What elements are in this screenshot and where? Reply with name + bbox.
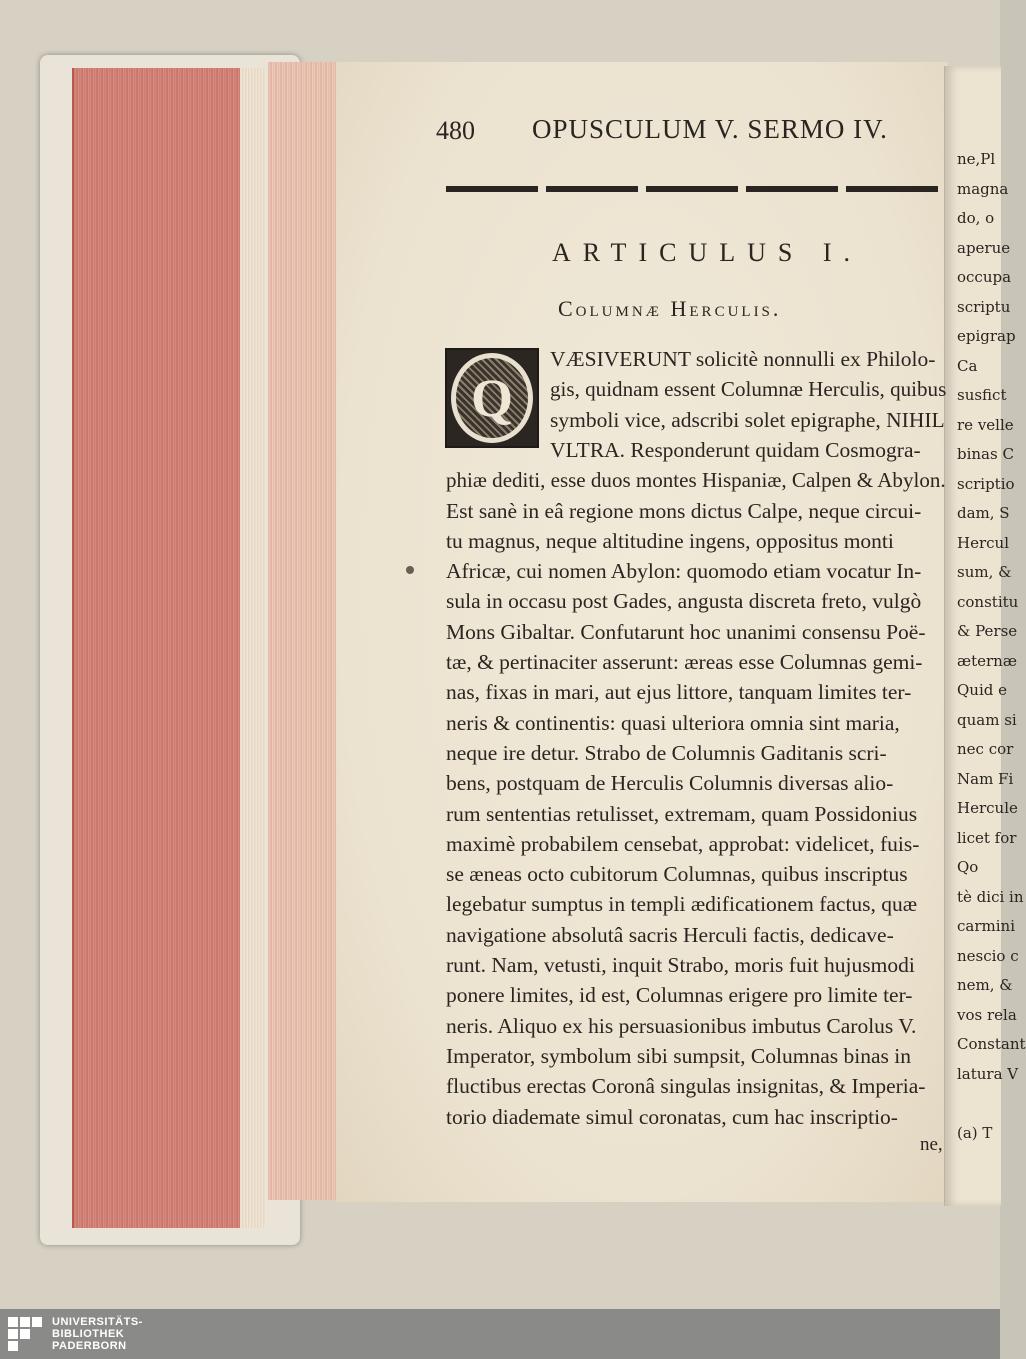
article-title: ARTICULUS I. [552, 238, 862, 267]
text-line: bens, postquam de Herculis Columnis diversas alio- [446, 771, 894, 796]
text-line: se æneas octo cubitorum Columnas, quibus inscriptus [446, 862, 908, 887]
text-line: tæ, & pertinaciter asserunt: æreas esse Columnas gemi- [446, 650, 923, 674]
text-line: runt. Nam, vetusti, inquit Strabo, moris fuit hujusmodi [446, 953, 915, 977]
page-block-red-edge [72, 68, 242, 1228]
next-page-line: nem, & [957, 976, 1013, 994]
text-line: ponere limites, id est, Columnas erigere pro limite ter- [446, 983, 913, 1008]
text-line: fluctibus erectas Coronâ singulas insignitas, & Imperia- [446, 1074, 926, 1099]
text-line: rum sententias retulisset, extremam, quam Possidonius [446, 801, 918, 826]
text-line: gis, quidnam essent Columnæ Herculis, quibus [550, 377, 947, 402]
next-page-line: epigrap [957, 327, 1016, 345]
margin-mark [406, 566, 414, 574]
drop-cap-medallion [451, 353, 533, 443]
text-line: nas, fixas in mari, aut ejus littore, tanquam limites ter- [446, 680, 912, 705]
next-page-line: binas C [957, 445, 1014, 463]
drop-cap-letter: Q [470, 368, 513, 428]
text-line: Mons Gibaltar. Confutarunt hoc unanimi consensu Poë- [446, 619, 926, 644]
text-line: Imperator, symbolum sibi sumpsit, Columnas binas in [446, 1043, 911, 1068]
section-title: Columnæ Herculis. [558, 296, 782, 321]
text-line: navigatione absolutâ sacris Herculi factis, dedicave- [446, 922, 894, 947]
next-page-line: occupa [957, 268, 1012, 286]
next-page-line: ne,Pl [957, 150, 996, 168]
next-page-line: carmini [957, 917, 1015, 935]
next-page-line: Ca [957, 356, 978, 375]
next-page-line: re velle [957, 415, 1014, 434]
next-page-line: sum, & [957, 563, 1012, 581]
next-page-line: nescio c [957, 946, 1019, 965]
next-page-line: Hercule [957, 799, 1018, 817]
text-line: Est sanè in eâ regione mons dictus Calpe, neque circui- [446, 498, 922, 523]
next-page-line: aperue [957, 238, 1011, 257]
next-page-line: quam si [957, 710, 1017, 729]
library-name [52, 1316, 143, 1352]
text-line: neris & continentis: quasi ulteriora omnia sint maria, [446, 710, 900, 735]
text-line: tu magnus, neque altitudine ingens, oppositus monti [446, 528, 894, 553]
next-page-line: Nam Fi [957, 769, 1014, 788]
next-page-fragment [944, 66, 1026, 1206]
drop-cap-ornament [445, 348, 539, 448]
text-line: sula in occasu post Gades, angusta discreta freto, vulgò [446, 589, 922, 614]
page-block-edge [240, 68, 266, 1228]
text-line: VLTRA. Responderunt quidam Cosmogra- [550, 437, 921, 462]
library-footer [0, 1309, 1000, 1359]
text-line: symboli vice, adscribi solet epigraphe, NIHIL [550, 407, 945, 432]
next-page-line: Hercul [957, 533, 1009, 552]
text-line: neris. Aliquo ex his persuasionibus imbutus Carolus V. [446, 1013, 917, 1038]
next-page-line: æternæ [957, 651, 1017, 670]
next-page-line: vos rela [957, 1005, 1017, 1024]
next-page-line: Quid e [957, 681, 1008, 699]
next-page-line: do, o [957, 209, 995, 227]
next-page-line: Qo [957, 858, 979, 876]
next-page-line: & Perse [957, 622, 1018, 640]
page-stack [268, 62, 338, 1200]
next-page-line: constitu [957, 592, 1019, 611]
library-logo-icon [8, 1317, 48, 1351]
text-line: torio diademate simul coronatas, cum hac inscriptio- [446, 1104, 898, 1129]
running-head: OPUSCULUM V. SERMO IV. [532, 114, 888, 144]
text-line: Africæ, cui nomen Abylon: quomodo etiam vocatur In- [446, 559, 922, 584]
page-number: 480 [436, 116, 475, 145]
next-page-line: tè dici in [957, 887, 1024, 906]
catchword: ne, [920, 1134, 943, 1155]
library-name-line: BIBLIOTHEK [52, 1328, 125, 1340]
next-page-line: magna [957, 179, 1009, 198]
header-rule [446, 186, 944, 192]
library-name-line: PADERBORN [52, 1340, 127, 1352]
next-page-line: latura V [957, 1064, 1019, 1083]
next-page-line: dam, S [957, 504, 1010, 522]
next-page-line: susfict [957, 386, 1007, 404]
next-page-line: nec cor [957, 740, 1014, 758]
text-line: maximè probabilem censebat, approbat: videlicet, fuis- [446, 831, 920, 856]
text-line: VÆSIVERUNT solicitè nonnulli ex Philolo- [550, 347, 936, 371]
library-name-line: UNIVERSITÄTS- [52, 1316, 143, 1328]
text-line: neque ire detur. Strabo de Columnis Gaditanis scri- [446, 740, 887, 765]
text-line: phiæ dediti, esse duos montes Hispaniæ, Calpen & Abylon. [446, 468, 946, 493]
next-page-line: scriptio [957, 474, 1015, 493]
text-line: legebatur sumptus in templi ædificationem factus, quæ [446, 892, 918, 917]
next-page-line: Constant [957, 1035, 1026, 1053]
next-page-line: scriptu [957, 297, 1011, 316]
next-page-line: licet for [957, 828, 1017, 847]
next-page-line: (a) T [957, 1123, 993, 1142]
